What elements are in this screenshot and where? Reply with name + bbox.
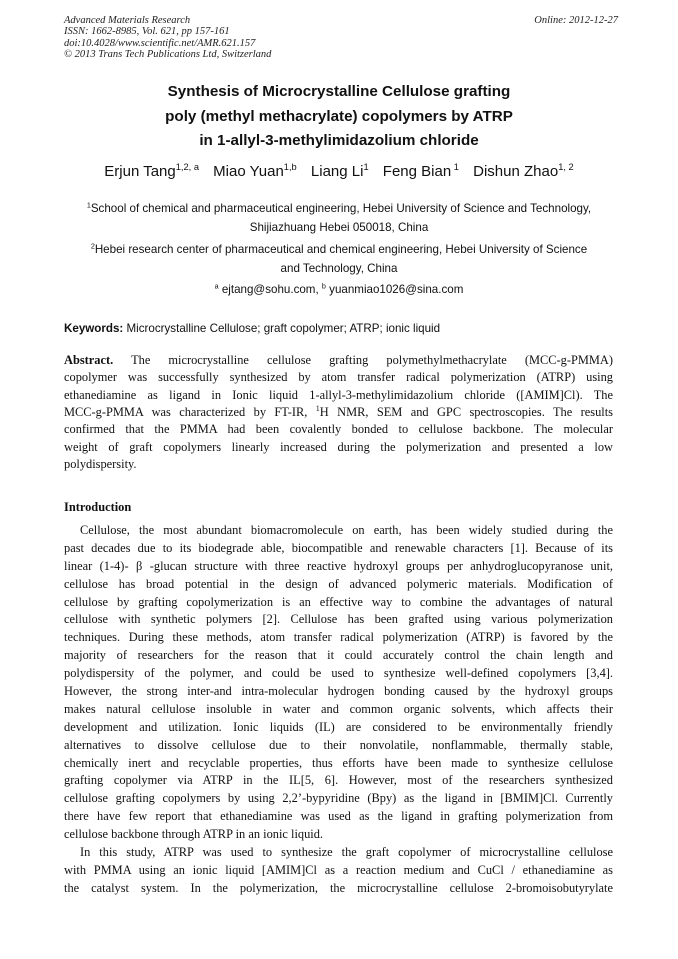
doi-line: doi:10.4028/www.scientific.net/AMR.621.157 — [64, 37, 256, 49]
author-3: Liang Li$^1$ — [310, 161, 369, 180]
body-line: there have few report that ethanediamine was used as the ligand in grafting polymerization from — [64, 809, 613, 824]
title-line-1: Synthesis of Microcrystalline Cellulose grafting — [167, 83, 511, 100]
journal-name: Advanced Materials Research — [64, 15, 191, 26]
abstract-line: Abstract. The microcrystalline cellulose grafting polymethylmethacrylate (MCC-g-PMMA) — [64, 353, 613, 367]
email-a[interactable]: ejtang@sohu.com, — [218, 283, 322, 296]
author-list — [64, 163, 614, 180]
keywords-text: Microcrystalline Cellulose; graft copolymer; ATRP; ionic liquid — [123, 322, 441, 335]
running-header — [64, 15, 618, 61]
abstract-line: confirmed that the PMMA had been covalently bonded to cellulose backbone. The molecular — [64, 422, 613, 437]
body-line: past decades due to its biodegrade able, biocompatible and renewable characters [1]. Because of its — [64, 540, 613, 555]
abstract-label: Abstract. — [64, 353, 114, 367]
copyright-line: © 2013 Trans Tech Publications Ltd, Switzerland — [64, 49, 272, 61]
body-line: However, the strong inter-and intra-molecular hydrogen bonding caused by the hydroxyl groups — [64, 684, 613, 699]
author-5: Dishun Zhao$^{1, 2}$ — [473, 161, 574, 180]
introduction-body — [64, 522, 613, 898]
body-line: majority of researchers for the reason that it could accurately control the chain length and — [64, 648, 613, 663]
author-2: Miao Yuan$^{1,b}$ — [213, 161, 297, 180]
abstract-line: polydispersity. — [64, 457, 137, 472]
author-1: Erjun Tang$^{1,2, a}$ — [104, 161, 199, 180]
body-line: cellulose with synthetic polymers [2]. Cellulose has been grafted using various polymerization — [64, 612, 613, 627]
author-emails: $^a$ ejtang@sohu.com, $^b$ yuanmiao1026@sina.com — [214, 281, 464, 296]
title-line-2: poly (methyl methacrylate) copolymers by ATRP — [165, 107, 513, 125]
abstract-line: weight of graft copolymers linearly increased during the polymerization and presented a low — [64, 439, 613, 454]
body-line: cellulose has broad potential in the design of advanced polymeric materials. Modification of — [64, 576, 613, 591]
abstract — [64, 352, 613, 473]
body-line: cellulose by grafting copolymerization is an effective way to combine the advantages of natural — [64, 594, 613, 609]
email-b[interactable]: yuanmiao1026@sina.com — [325, 283, 464, 296]
title-line-3: in 1-allyl-3-methylimidazolium chloride — [199, 132, 479, 149]
abstract-line: copolymer was successfully synthesized by atom transfer radical polymerization (ATRP) using — [64, 370, 613, 385]
body-line: linear (1-4)- β -glucan structure with three reactive hydroxyl groups per anhydroglucopyranose unit, — [64, 558, 613, 573]
body-line: grafting copolymer via ATRP in the IL[5, 6]. However, most of the researchers synthesized — [64, 773, 613, 788]
keywords-label: Keywords: — [64, 322, 124, 335]
author-4: Feng Bian $^1$ — [382, 161, 459, 180]
body-line: chemically inert and recyclable properties, thus efforts have been made to synthesize cellulose — [64, 755, 613, 770]
abstract-line: ethanediamine as ligand in Ionic liquid 1-allyl-3-methylimidazolium chloride ([AMIM]Cl). The — [64, 387, 613, 402]
body-line: techniques. During these methods, atom transfer radical polymerization (ATRP) is favored by the — [64, 630, 613, 645]
body-line: alternatives to dissolve cellulose due to their nonvolatile, nonflammable, thermally stable, — [64, 737, 613, 752]
body-line: cellulose grafting copolymers by using 2,2’-bypyridine (Bpy) as the ligand in [BMIM]Cl. Currently — [64, 791, 613, 806]
body-line: Cellulose, the most abundant biomacromolecule on earth, has been widely studied during the — [80, 523, 613, 537]
body-line: In this study, ATRP was used to synthesize the graft copolymer of microcrystalline cellulose — [80, 845, 613, 860]
keywords — [64, 322, 614, 335]
online-date: Online: 2012-12-27 — [534, 15, 618, 26]
paper-title — [64, 80, 614, 154]
affiliation-1: $^1$School of chemical and pharmaceutical engineering, Hebei University of Science and Technology, Shijiazhuang Hebei 050018, China — [86, 200, 592, 234]
body-line: cellulose backbone through ATRP in an ionic liquid. — [64, 827, 324, 842]
section-heading-introduction: Introduction — [64, 500, 132, 514]
body-line: with PMMA using an ionic liquid [AMIM]Cl as a reaction medium and CuCl / ethanediamine as — [64, 862, 613, 877]
abstract-line: MCC-g-PMMA was characterized by FT-IR, $^1$H NMR, SEM and GPC spectroscopies. The results — [64, 404, 613, 420]
affiliation-2: $^2$Hebei research center of pharmaceutical and chemical engineering, Hebei University of Science and Technology, China — [90, 241, 588, 275]
issn-line: ISSN: 1662-8985, Vol. 621, pp 157-161 — [64, 26, 230, 38]
body-line: makes natural cellulose insoluble in water and common organic solvents, which affects their — [64, 701, 613, 716]
body-line: the catalyst system. In the polymerization, the microcrystalline cellulose 2-bromoisobutyrylate — [64, 880, 613, 895]
body-line: development and utilization. Ionic liquids (IL) are considered to be environmentally friendly — [64, 719, 613, 734]
body-line: polydispersity of the polymer, and could be used to synthesize well-defined copolymers [3,4]. — [64, 666, 613, 681]
